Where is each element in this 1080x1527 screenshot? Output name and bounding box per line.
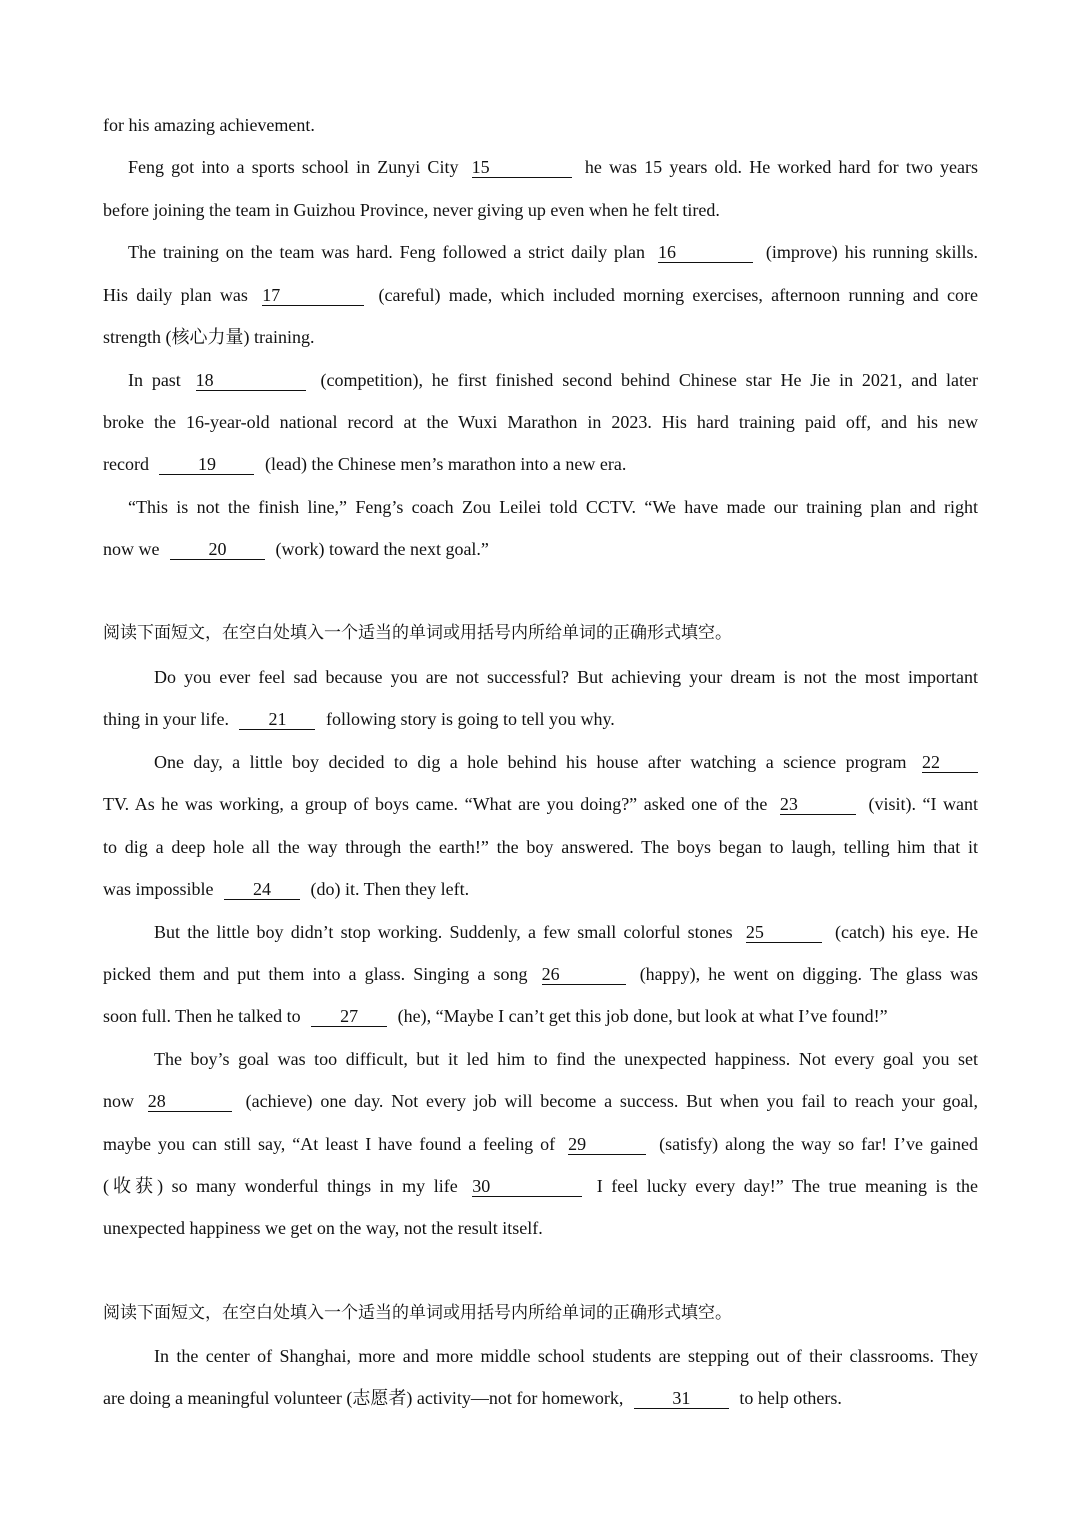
text-segment: record	[103, 454, 149, 474]
text-line	[103, 537, 978, 561]
text-line	[154, 750, 978, 774]
text-segment: (happy), he went on digging. The glass was	[639, 964, 979, 984]
text-segment: maybe you can still say, “At least I have found a feeling of	[103, 1134, 556, 1154]
section-instruction: 阅读下面短文，在空白处填入一个适当的单词或用括号内所给单词的正确形式填空。	[103, 623, 732, 643]
text-segment: following story is going to tell you why.	[325, 709, 615, 729]
text-segment: (lead) the Chinese men’s marathon into a new era.	[264, 454, 627, 474]
text-segment: (catch) his eye. He	[835, 922, 978, 942]
text-segment: (do) it. Then they left.	[310, 879, 470, 899]
text-line	[103, 1132, 978, 1156]
text-line: The boy’s goal was too difficult, but it led him to find the unexpected happiness. Not every goal you set	[154, 1049, 978, 1069]
text-segment: are doing a meaningful volunteer (志愿者) activity—not for homework,	[103, 1388, 624, 1408]
text-segment: In past	[128, 370, 181, 390]
text-line	[103, 452, 978, 476]
text-line	[103, 877, 978, 901]
answer-blank-18[interactable]: 18	[196, 370, 306, 391]
text-line: “This is not the finish line,” Feng’s coach Zou Leilei told CCTV. “We have made our training plan and right	[128, 497, 978, 517]
text-line: before joining the team in Guizhou Province, never giving up even when he felt tired.	[103, 200, 720, 220]
answer-blank-31[interactable]: 31	[634, 1388, 729, 1409]
text-segment: (achieve) one day. Not every job will become a success. But when you fail to reach your goal,	[245, 1091, 979, 1111]
text-segment: now we	[103, 539, 160, 559]
answer-blank-26[interactable]: 26	[542, 964, 626, 985]
answer-blank-15[interactable]: 15	[472, 157, 572, 178]
answer-blank-27[interactable]: 27	[311, 1006, 387, 1027]
text-segment: (careful) made, which included morning exercises, afternoon running and core	[378, 285, 979, 305]
text-segment: picked them and put them into a glass. Singing a song	[103, 964, 528, 984]
text-segment: he was 15 years old. He worked hard for two years	[584, 157, 979, 177]
answer-blank-29[interactable]: 29	[568, 1134, 646, 1155]
text-segment: (satisfy) along the way so far! I’ve gained	[659, 1134, 978, 1154]
text-line	[128, 155, 978, 179]
text-segment: soon full. Then he talked to	[103, 1006, 301, 1026]
text-segment: One day, a little boy decided to dig a hole behind his house after watching a science program	[154, 752, 907, 772]
text-line: Do you ever feel sad because you are not successful? But achieving your dream is not the most important	[154, 667, 978, 687]
answer-blank-23[interactable]: 23	[780, 794, 856, 815]
answer-blank-19[interactable]: 19	[159, 454, 254, 475]
text-line: unexpected happiness we get on the way, not the result itself.	[103, 1218, 543, 1238]
answer-blank-25[interactable]: 25	[746, 922, 822, 943]
answer-blank-30[interactable]: 30	[472, 1176, 582, 1197]
answer-blank-21[interactable]: 21	[239, 709, 315, 730]
text-segment: The training on the team was hard. Feng followed a strict daily plan	[128, 242, 646, 262]
text-line: strength (核心力量) training.	[103, 327, 315, 347]
text-line	[103, 1386, 978, 1410]
text-segment: I feel lucky every day!” The true meaning is the	[596, 1176, 979, 1196]
text-segment: Feng got into a sports school in Zunyi City	[128, 157, 459, 177]
text-line	[154, 920, 978, 944]
text-line: for his amazing achievement.	[103, 115, 315, 135]
text-line	[128, 368, 978, 392]
answer-blank-28[interactable]: 28	[148, 1091, 232, 1112]
text-segment: TV. As he was working, a group of boys came. “What are you doing?” asked one of the	[103, 794, 768, 814]
text-line	[128, 240, 978, 264]
text-line	[103, 707, 978, 731]
answer-blank-17[interactable]: 17	[262, 285, 364, 306]
text-line: broke the 16-year-old national record at the Wuxi Marathon in 2023. His hard training paid off, and his new	[103, 412, 978, 432]
answer-blank-20[interactable]: 20	[170, 539, 265, 560]
text-segment: (visit). “I want	[868, 794, 979, 814]
text-line	[103, 283, 978, 307]
text-segment: was impossible	[103, 879, 214, 899]
text-line	[103, 962, 978, 986]
text-line	[103, 1174, 978, 1198]
answer-blank-22[interactable]: 22	[922, 752, 978, 773]
text-segment: (收获) so many wonderful things in my life	[103, 1176, 458, 1196]
text-line	[103, 1089, 978, 1113]
section-instruction: 阅读下面短文，在空白处填入一个适当的单词或用括号内所给单词的正确形式填空。	[103, 1303, 732, 1323]
answer-blank-16[interactable]: 16	[658, 242, 753, 263]
text-segment: (improve) his running skills.	[765, 242, 978, 262]
text-line: to dig a deep hole all the way through the earth!” the boy answered. The boys began to laugh, telling him that it	[103, 837, 978, 857]
answer-blank-24[interactable]: 24	[224, 879, 300, 900]
text-line	[103, 1004, 978, 1028]
text-segment: (he), “Maybe I can’t get this job done, but look at what I’ve found!”	[397, 1006, 888, 1026]
text-segment: now	[103, 1091, 134, 1111]
text-segment: to help others.	[739, 1388, 842, 1408]
text-line: In the center of Shanghai, more and more middle school students are stepping out of their classrooms. They	[154, 1346, 978, 1366]
text-segment: (competition), he first finished second behind Chinese star He Jie in 2021, and later	[320, 370, 978, 390]
text-segment: His daily plan was	[103, 285, 248, 305]
text-segment: (work) toward the next goal.”	[275, 539, 489, 559]
text-segment: thing in your life.	[103, 709, 229, 729]
text-segment: But the little boy didn’t stop working. Suddenly, a few small colorful stones	[154, 922, 733, 942]
text-line	[103, 792, 978, 816]
